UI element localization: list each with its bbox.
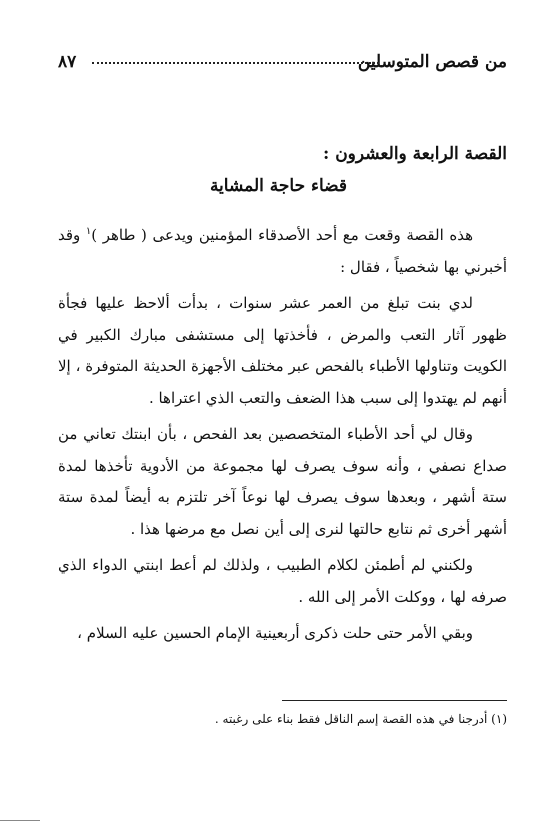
story-title: قضاء حاجة المشاية (209, 176, 348, 196)
header-leader-dots (92, 62, 379, 64)
paragraph-3: وقال لي أحد الأطباء المتخصصين بعد الفحص ، بأن ابنتك تعاني من صداع نصفي ، وأنه سوف يصرف لها مجموعة من الأدوية تأخذها لمدة ستة أشهر ، وبعدها سوف يصرف لها نوعاً آخر تلتزم به أيضاً لمدة ستة أشهر أخرى ثم نتابع حالتها لنرى إلى أين نصل مع مرضها هذا . (58, 425, 507, 538)
footnote-separator (282, 700, 507, 701)
page-number: ٨٧ (58, 52, 77, 72)
paragraph-2: لدي بنت تبلغ من العمر عشر سنوات ، بدأت ألاحظ عليها فجأة ظهور آثار التعب والمرض ، فأخذتها إلى مستشفى مبارك الكبير في الكويت وتناولها الأطباء بالفحص عبر مختلف الأجهزة الحديثة المتوفرة ، إلا أنهم لم يهتدوا إلى سبب هذا الضعف والتعب الذي اعتراها . (58, 294, 507, 407)
paragraph-4: ولكنني لم أطمئن لكلام الطبيب ، ولذلك لم أعط ابنتي الدواء الذي صرفه لها ، ووكلت الأمر إلى الله . (58, 556, 507, 606)
section-title: القصة الرابعة والعشرون : (323, 144, 507, 164)
paragraph-5: وبقي الأمر حتى حلت ذكرى أربعينية الإمام الحسين عليه السلام ، (77, 624, 473, 642)
footnote: (١) أدرجنا في هذه القصة إسم الناقل فقط بناء على رغبته . (214, 712, 507, 726)
scan-edge-line (0, 820, 40, 821)
paragraph-1-text: هذه القصة وقعت مع أحد الأصدقاء المؤمنين ويدعى ( طاهر ) (91, 226, 473, 244)
footnote-reference: ١ (85, 226, 92, 237)
paragraph-1 (58, 220, 507, 283)
header-title: من قصص المتوسلين (357, 52, 507, 72)
paragraph-1-continuation: وقد أخبرني بها شخصياً ، فقال : (58, 226, 507, 276)
body-text (58, 220, 507, 650)
